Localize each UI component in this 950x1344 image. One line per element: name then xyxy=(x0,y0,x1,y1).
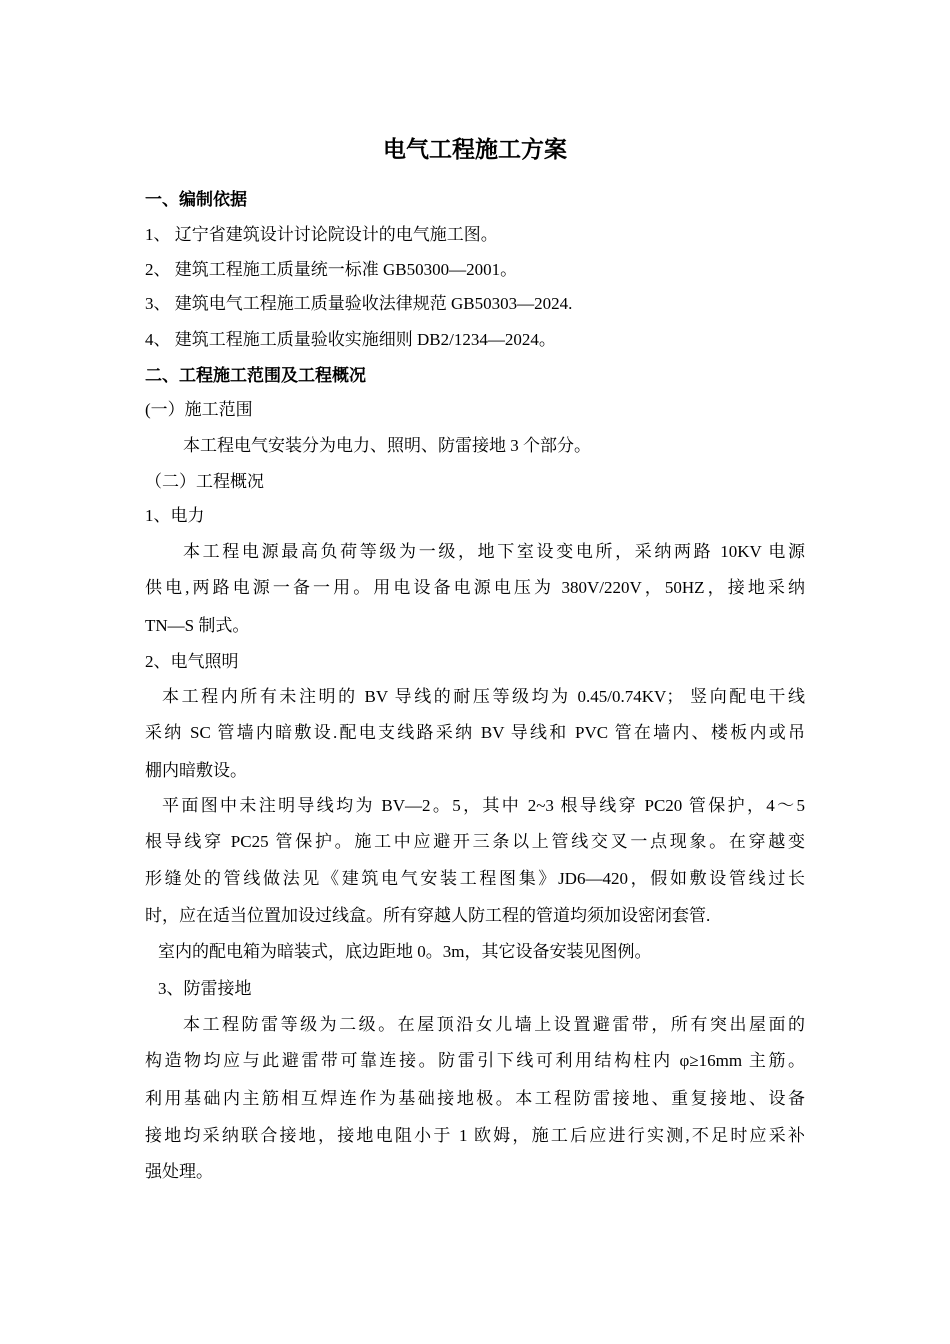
scope-text: 本工程电气安装分为电力、照明、防雷接地 3 个部分。 xyxy=(183,436,591,455)
paragraph-line: TN—S 制式。 xyxy=(145,616,250,635)
paragraph-line: 时，应在适当位置加设过线盒。所有穿越人防工程的管道均须加设密闭套管. xyxy=(145,906,711,925)
paragraph-line: 形缝处的管线做法见《建筑电气安装工程图集》JD6—420，假如敷设管线过长 xyxy=(145,869,805,888)
power-heading: 1、电力 xyxy=(145,506,205,525)
paragraph-line: 平面图中未注明导线均为 BV—2。5，其中 2~3 根导线穿 PC20 管保护，4～5 xyxy=(162,796,805,815)
subheading-scope: (一）施工范围 xyxy=(145,400,253,419)
paragraph-line: 强处理。 xyxy=(145,1162,213,1181)
paragraph-line: 本工程电源最高负荷等级为一级，地下室设变电所，采纳两路 10KV 电源 xyxy=(183,542,805,561)
paragraph-line: 本工程防雷等级为二级。在屋顶沿女儿墙上设置避雷带，所有突出屋面的 xyxy=(183,1015,805,1034)
paragraph-line: 棚内暗敷设。 xyxy=(145,761,247,780)
paragraph-line: 采纳 SC 管墙内暗敷设.配电支线路采纳 BV 导线和 PVC 管在墙内、楼板内或吊 xyxy=(145,723,805,742)
paragraph-line: 本工程内所有未注明的 BV 导线的耐压等级均为 0.45/0.74KV； 竖向配电干线 xyxy=(162,687,805,706)
lightning-heading: 3、防雷接地 xyxy=(158,979,252,998)
section-heading-basis: 一、编制依据 xyxy=(145,190,247,209)
paragraph-line: 构造物均应与此避雷带可靠连接。防雷引下线可利用结构柱内 φ≥16mm 主筋。 xyxy=(145,1051,805,1070)
document-title: 电气工程施工方案 xyxy=(383,137,567,162)
basis-item: 4、 建筑工程施工质量验收实施细则 DB2/1234—2024。 xyxy=(145,330,556,349)
paragraph-line: 接地均采纳联合接地，接地电阻小于 1 欧姆，施工后应进行实测,不足时应采补 xyxy=(145,1126,805,1145)
basis-item: 3、 建筑电气工程施工质量验收法律规范 GB50303—2024. xyxy=(145,294,573,313)
paragraph-line: 根导线穿 PC25 管保护。施工中应避开三条以上管线交叉一点现象。在穿越变 xyxy=(145,832,805,851)
paragraph-line: 室内的配电箱为暗装式，底边距地 0。3m，其它设备安装见图例。 xyxy=(158,942,652,961)
paragraph-line: 利用基础内主筋相互焊连作为基础接地极。本工程防雷接地、重复接地、设备 xyxy=(145,1089,805,1108)
paragraph-line: 供电,两路电源一备一用。用电设备电源电压为 380V/220V，50HZ，接地采纳 xyxy=(145,578,805,597)
basis-item: 2、 建筑工程施工质量统一标准 GB50300—2001。 xyxy=(145,260,518,279)
lighting-heading: 2、电气照明 xyxy=(145,652,239,671)
basis-item: 1、 辽宁省建筑设计讨论院设计的电气施工图。 xyxy=(145,225,498,244)
section-heading-scope: 二、工程施工范围及工程概况 xyxy=(145,366,366,385)
subheading-overview: （二）工程概况 xyxy=(145,472,264,491)
